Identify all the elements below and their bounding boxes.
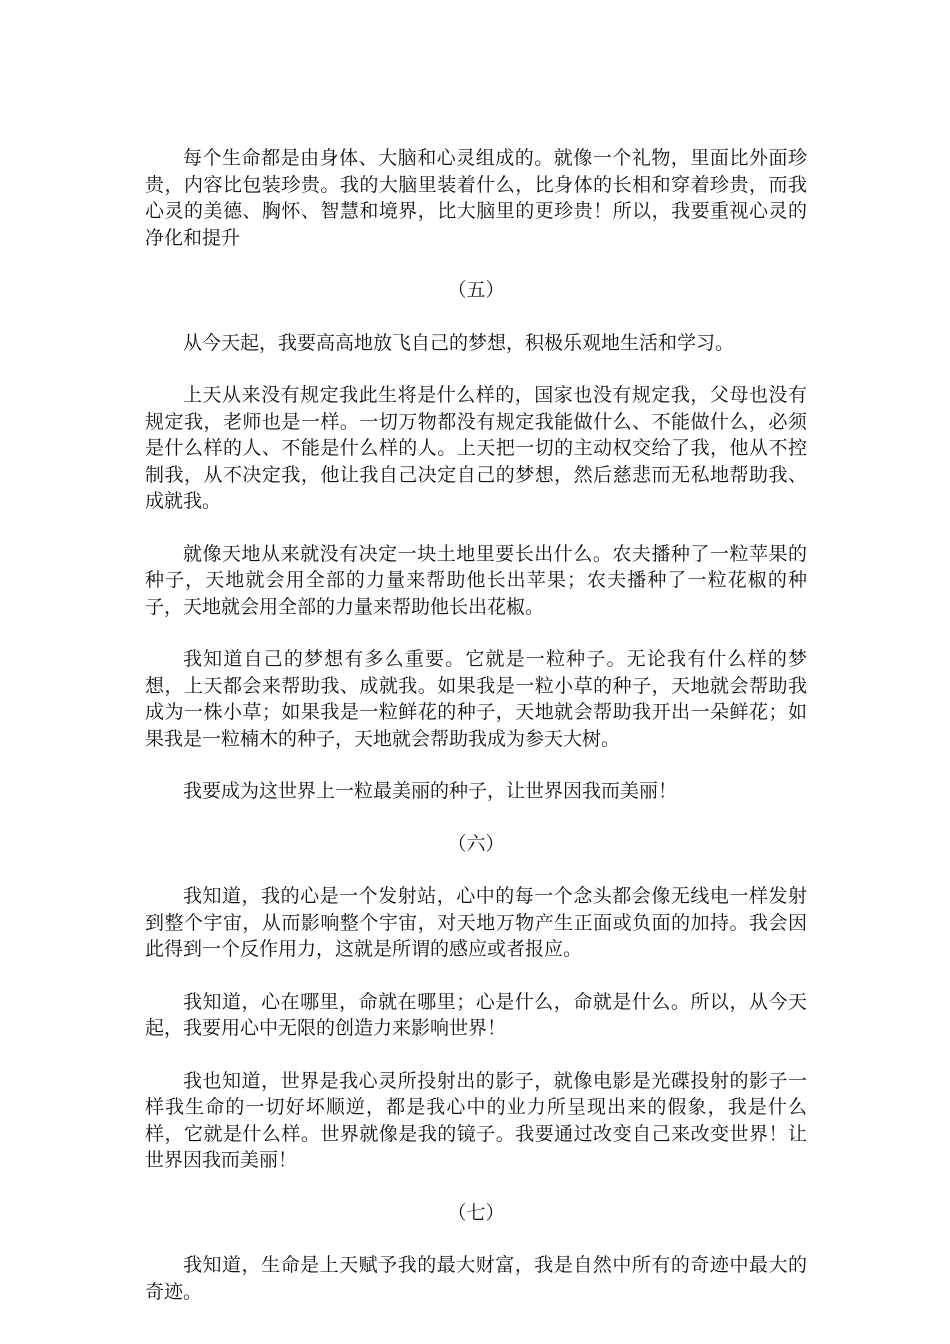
- paragraph: 每个生命都是由身体、大脑和心灵组成的。就像一个礼物，里面比外面珍贵，内容比包装珍贵。我的大脑里装着什么，比身体的长相和穿着珍贵，而我心灵的美德、胸怀、智慧和境界，比大脑里的更珍贵！所以，我要重视心灵的净化和提升: [145, 147, 807, 249]
- paragraph: 上天从来没有规定我此生将是什么样的，国家也没有规定我，父母也没有规定我，老师也是一样。一切万物都没有规定我能做什么、不能做什么，必须是什么样的人、不能是什么样的人。上天把一切的主动权交给了我，他从不控制我，从不决定我，他让我自己决定自己的梦想，然后慈悲而无私地帮助我、成就我。: [145, 384, 807, 512]
- section-heading-6: （六）: [447, 832, 505, 855]
- paragraph: 就像天地从来就没有决定一块土地里要长出什么。农夫播种了一粒苹果的种子，天地就会用全部的力量来帮助他长出苹果；农夫播种了一粒花椒的种子，天地就会用全部的力量来帮助他长出花椒。: [145, 542, 807, 618]
- paragraph: 我知道，我的心是一个发射站，心中的每一个念头都会像无线电一样发射到整个宇宙，从而影响整个宇宙，对天地万物产生正面或负面的加持。我会因此得到一个反作用力，这就是所谓的感应或者报应。: [145, 885, 807, 960]
- paragraph: 我知道，心在哪里，命就在哪里；心是什么，命就是什么。所以，从今天起，我要用心中无限的创造力来影响世界！: [145, 990, 807, 1039]
- section-heading-7: （七）: [447, 1201, 505, 1224]
- section-heading-5: （五）: [447, 279, 505, 301]
- paragraph: 我知道自己的梦想有多么重要。它就是一粒种子。无论我有什么样的梦想，上天都会来帮助我、成就我。如果我是一粒小草的种子，天地就会帮助我成为一株小草；如果我是一粒鲜花的种子，天地就会帮助我开出一朵鲜花；如果我是一粒楠木的种子，天地就会帮助我成为参天大树。: [145, 648, 807, 750]
- document-body: [145, 145, 807, 1331]
- paragraph: 从今天起，我要高高地放飞自己的梦想，积极乐观地生活和学习。: [183, 331, 735, 354]
- paragraph: 我也知道，世界是我心灵所投射出的影子，就像电影是光碟投射的影子一样我生命的一切好坏顺逆，都是我心中的业力所呈现出来的假象，我是什么样，它就是什么样。世界就像是我的镜子。我要通过改变自己来改变世界！让世界因我而美丽！: [145, 1069, 807, 1171]
- paragraph: 我要成为这世界上一粒最美丽的种子，让世界因我而美丽！: [183, 780, 678, 802]
- paragraph: 我知道，生命是上天赋予我的最大财富，我是自然中所有的奇迹中最大的奇迹。: [145, 1254, 807, 1303]
